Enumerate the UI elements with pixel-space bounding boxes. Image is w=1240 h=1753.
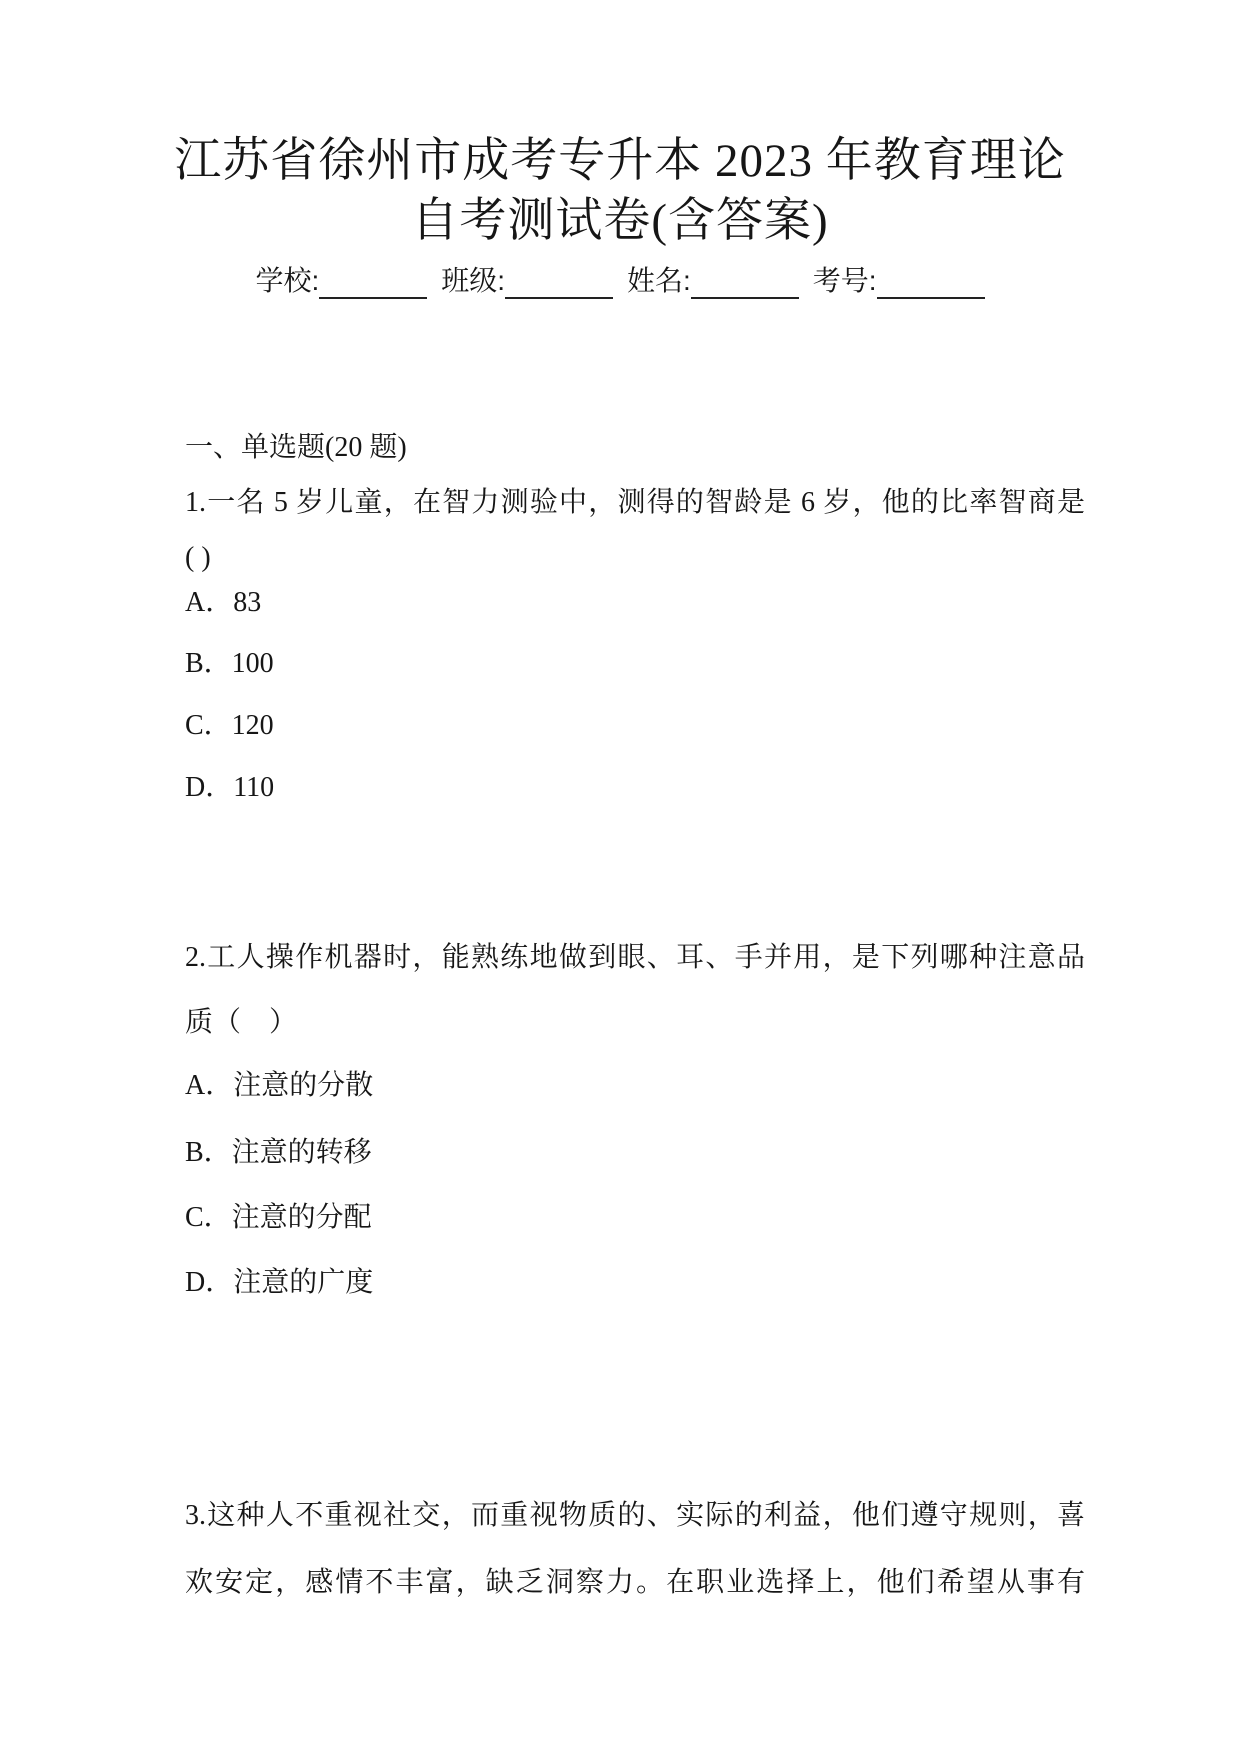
page-title-line-1: 江苏省徐州市成考专升本 2023 年教育理论 (174, 135, 1066, 187)
page-title-line-2: 自考测试卷(含答案) (411, 195, 829, 247)
section-header-single-choice: 一、单选题(20 题) (185, 432, 407, 463)
question-2-option-d: D．注意的广度 (185, 1267, 374, 1298)
question-3-text-line-1: 3.这种人不重视社交，而重视物质的、实际的利益，他们遵守规则，喜 (185, 1500, 1085, 1531)
question-2-option-a: A．注意的分散 (185, 1070, 374, 1101)
question-1-text-line-2: ( ) (185, 542, 211, 573)
question-1-option-d: D．110 (185, 772, 275, 803)
info-field-exam-number (813, 263, 985, 299)
question-3-text-line-2: 欢安定，感情不丰富，缺乏洞察力。在职业选择上，他们希望从事有 (185, 1567, 1085, 1598)
name-blank-underline (691, 265, 799, 299)
question-1-option-c: C．120 (185, 710, 274, 741)
info-field-name (627, 263, 799, 299)
question-2-option-c: C．注意的分配 (185, 1202, 372, 1233)
question-1-text-line-1: 1.一名 5 岁儿童，在智力测验中，测得的智龄是 6 岁，他的比率智商是 (185, 487, 1085, 518)
name-label: 姓名: (627, 265, 691, 296)
class-blank-underline (505, 265, 613, 299)
student-info-row (0, 263, 1240, 299)
exam-number-blank-underline (877, 265, 985, 299)
class-label: 班级: (441, 265, 505, 296)
school-blank-underline (319, 265, 427, 299)
question-2-text-line-1: 2.工人操作机器时，能熟练地做到眼、耳、手并用，是下列哪种注意品 (185, 942, 1085, 973)
exam-number-label: 考号: (812, 265, 877, 296)
info-field-school (255, 263, 427, 299)
question-1-option-b: B．100 (185, 648, 274, 679)
question-2-option-b: B．注意的转移 (185, 1137, 372, 1168)
info-field-class (441, 263, 613, 299)
question-2-text-line-2: 质（ ） (185, 1007, 298, 1038)
school-label: 学校: (255, 265, 320, 296)
question-1-option-a: A．83 (185, 587, 262, 618)
